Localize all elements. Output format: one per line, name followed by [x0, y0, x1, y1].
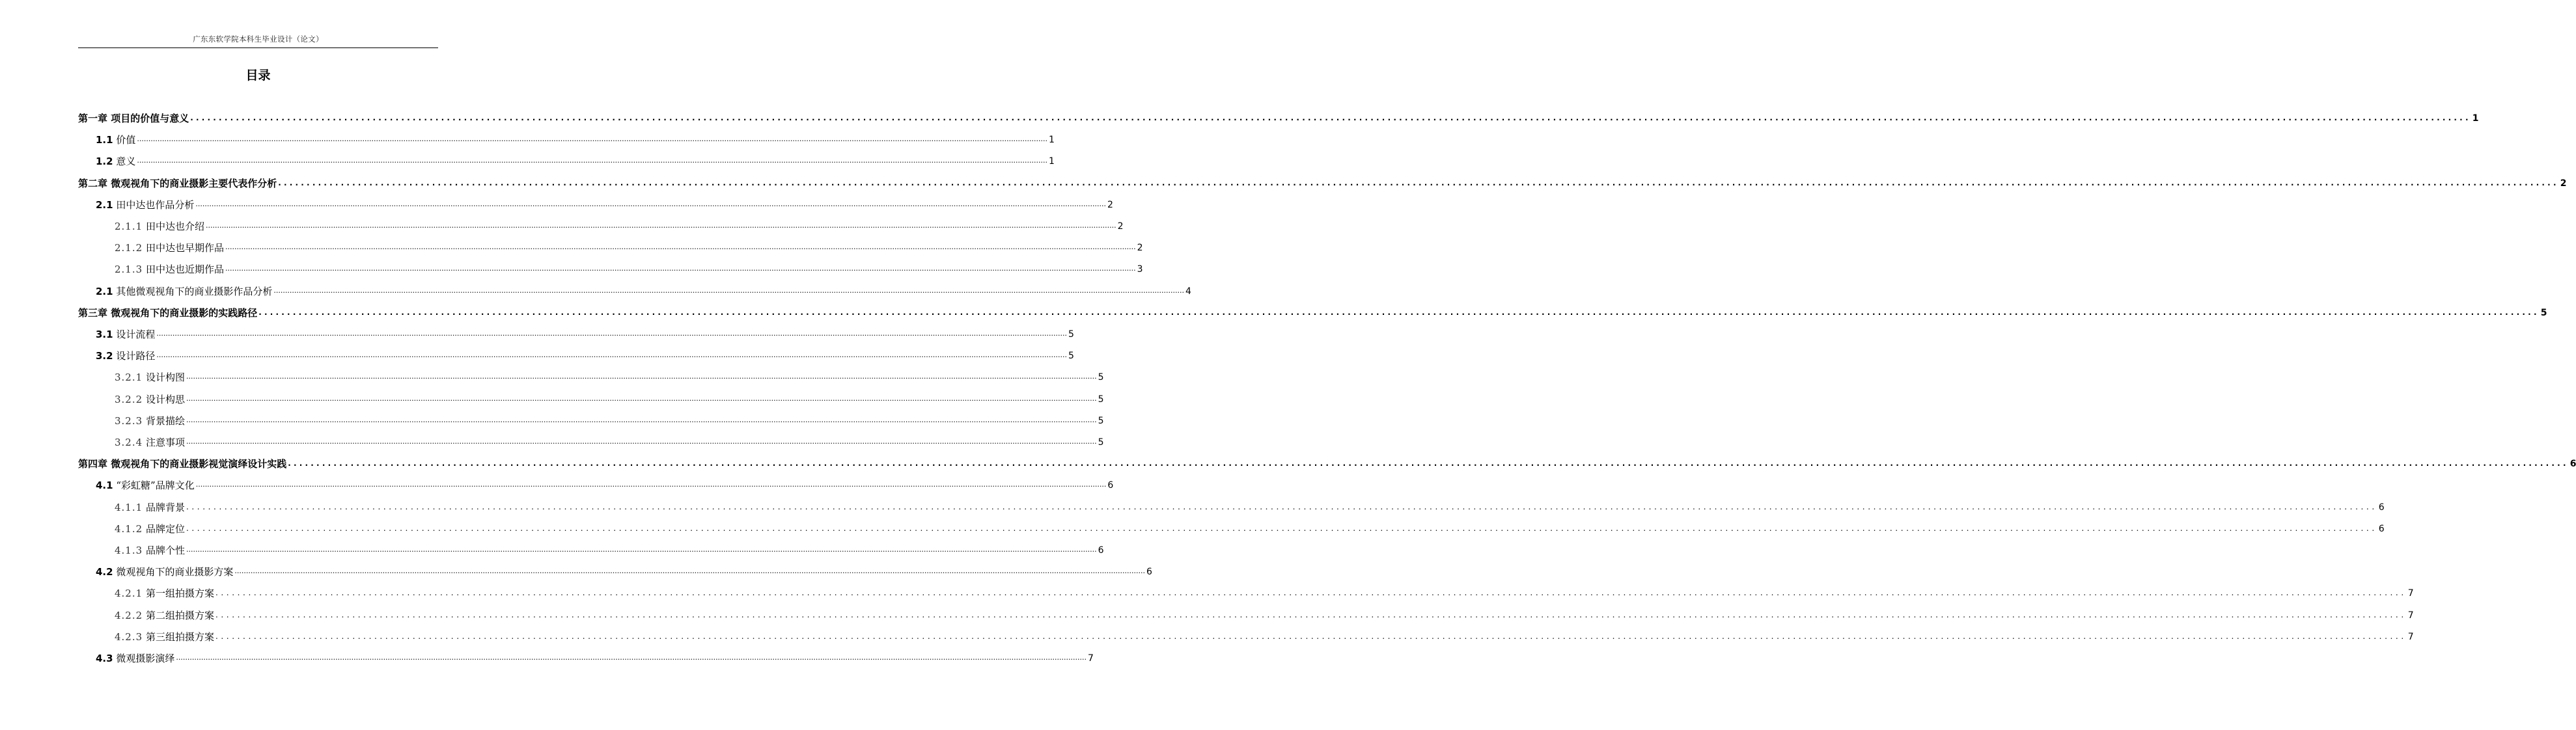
- toc-entry-label: [96, 479, 195, 492]
- dot-leader: ................................................................................................................................................................................................................................................................................................................................................................................................................: [190, 113, 2471, 122]
- dot-leader: ................................................................................................................................................................................................................................................................................................................................................................................................................: [186, 437, 1097, 446]
- toc-entry[interactable]: [96, 196, 1113, 211]
- toc-entry-label: [115, 393, 185, 406]
- toc-entry-text: 品牌背景: [145, 501, 185, 513]
- toc-entry-number: 2.1.3: [115, 264, 143, 276]
- toc-entry-page: 4: [1185, 286, 1191, 297]
- dot-leader: ................................................................................................................................................................................................................................................................................................................................................................................................................: [186, 545, 1097, 554]
- toc-entry[interactable]: [115, 368, 1104, 384]
- toc-entry-label: [115, 544, 185, 557]
- dot-leader: ................................................................................................................................................................................................................................................................................................................................................................................................................: [273, 286, 1185, 295]
- toc-entry-number: 1.2: [96, 155, 113, 168]
- dot-leader: ................................................................................................................................................................................................................................................................................................................................................................................................................: [215, 588, 2407, 598]
- toc-entry-label: [115, 630, 214, 643]
- toc-entry[interactable]: [96, 347, 1074, 362]
- toc-entry-text: 田中达也介绍: [145, 221, 204, 232]
- toc-entry-page: 7: [2407, 588, 2414, 599]
- toc-entry-page: 1: [2472, 113, 2479, 124]
- toc-entry-number: 4.1.1: [115, 501, 143, 513]
- toc-entry-text: 背景描绘: [145, 414, 185, 427]
- toc-entry-text: 注意事项: [145, 437, 185, 448]
- toc-entry-number: 4.2.2: [115, 609, 143, 621]
- toc-entry-page: 5: [2540, 307, 2547, 318]
- toc-entry-number: 2.1: [96, 198, 113, 211]
- toc-entry-page: 5: [1098, 437, 1104, 448]
- toc-entry-page: 2: [2560, 178, 2567, 189]
- toc-entry-number: 第三章: [78, 306, 108, 319]
- toc-entry-number: 第四章: [78, 458, 108, 470]
- toc-entry[interactable]: [115, 541, 1104, 557]
- toc-entry-page: 6: [1098, 545, 1104, 556]
- toc-entry-label: [96, 652, 174, 665]
- page-header: 广东东软学院本科生毕业设计（论文）: [193, 34, 324, 44]
- toc-entry-text: 微观摄影演绎: [116, 653, 175, 664]
- dot-leader: ................................................................................................................................................................................................................................................................................................................................................................................................................: [156, 329, 1068, 338]
- toc-entry-text: 第三组拍摄方案: [145, 630, 214, 643]
- toc-entry-number: 3.2: [96, 350, 113, 362]
- toc-entry-label: [78, 306, 257, 319]
- dot-leader: ................................................................................................................................................................................................................................................................................................................................................................................................................: [186, 372, 1097, 381]
- toc-entry-label: [78, 112, 189, 125]
- dot-leader: ................................................................................................................................................................................................................................................................................................................................................................................................................: [195, 480, 1107, 489]
- toc-entry[interactable]: [115, 390, 1104, 406]
- toc-entry[interactable]: [78, 304, 2547, 319]
- toc-entry-number: 4.1.2: [115, 522, 143, 535]
- toc-entry-text: 微观视角下的商业摄影方案: [116, 566, 234, 578]
- toc-entry[interactable]: [115, 239, 1143, 254]
- toc-entry-page: 6: [2378, 502, 2385, 513]
- toc-entry-number: 4.3: [96, 653, 113, 664]
- toc-entry-number: 1.1: [96, 134, 113, 146]
- toc-entry-text: 设计流程: [116, 329, 156, 340]
- dot-leader: ................................................................................................................................................................................................................................................................................................................................................................................................................: [205, 221, 1116, 230]
- toc-entry-label: [96, 155, 135, 168]
- toc-entry-page: 2: [1107, 199, 1113, 210]
- toc-entry-label: [96, 349, 155, 362]
- toc-entry-number: 4.1.3: [115, 545, 143, 556]
- toc-entry-page: 1: [1049, 135, 1055, 146]
- dot-leader: ................................................................................................................................................................................................................................................................................................................................................................................................................: [225, 264, 1136, 273]
- toc-entry-label: [115, 241, 224, 254]
- toc-entry-number: 4.2: [96, 566, 113, 578]
- toc-entry-label: [78, 177, 277, 190]
- dot-leader: ................................................................................................................................................................................................................................................................................................................................................................................................................: [137, 135, 1048, 144]
- header-rule: [78, 47, 438, 48]
- toc-entry-text: 田中达也早期作品: [145, 242, 224, 254]
- toc-entry-label: [115, 371, 185, 384]
- toc-entry[interactable]: [78, 455, 2576, 470]
- toc-entry[interactable]: [115, 412, 1104, 427]
- toc-entry[interactable]: [96, 476, 1114, 492]
- toc-entry-number: 3.2.3: [115, 414, 143, 427]
- toc-entry-label: [115, 436, 185, 449]
- dot-leader: ................................................................................................................................................................................................................................................................................................................................................................................................................: [156, 351, 1068, 360]
- toc-entry-label: [78, 457, 286, 470]
- toc-entry[interactable]: [96, 563, 1152, 578]
- toc-entry-page: 7: [1088, 653, 1094, 664]
- toc-entry-text: 项目的价值与意义: [111, 113, 189, 124]
- dot-leader: ................................................................................................................................................................................................................................................................................................................................................................................................................: [186, 502, 2377, 511]
- toc-entry[interactable]: [115, 433, 1104, 449]
- dot-leader: ................................................................................................................................................................................................................................................................................................................................................................................................................: [234, 567, 1146, 576]
- toc-entry-number: 2.1: [96, 285, 113, 297]
- toc-entry-text: 其他微观视角下的商业摄影作品分析: [116, 285, 273, 297]
- toc-entry-page: 5: [1098, 394, 1104, 405]
- dot-leader: ................................................................................................................................................................................................................................................................................................................................................................................................................: [258, 307, 2540, 317]
- toc-entry-page: 6: [1107, 480, 1114, 491]
- toc-entry[interactable]: [96, 649, 1094, 665]
- toc-entry[interactable]: [115, 260, 1143, 276]
- toc-entry-text: 田中达也作品分析: [116, 198, 195, 211]
- toc-entry-label: [96, 133, 135, 146]
- toc-entry-text: 品牌个性: [145, 545, 185, 556]
- toc-entry[interactable]: [115, 606, 2414, 622]
- toc-entry-text: “彩虹糖”品牌文化: [116, 480, 195, 492]
- toc-entry-label: [115, 587, 214, 600]
- toc-entry-text: 品牌定位: [145, 522, 185, 535]
- toc-entry[interactable]: [115, 584, 2414, 600]
- toc-entry-page: 2: [1137, 243, 1143, 254]
- toc-entry-number: 3.2.2: [115, 393, 143, 405]
- toc-entry-number: 4.1: [96, 480, 113, 492]
- toc-entry-label: [96, 285, 272, 298]
- dot-leader: ................................................................................................................................................................................................................................................................................................................................................................................................................: [186, 523, 2377, 533]
- toc-entry-page: 2: [1117, 221, 1124, 232]
- toc-entry-number: 第二章: [78, 177, 108, 189]
- dot-leader: ................................................................................................................................................................................................................................................................................................................................................................................................................: [137, 156, 1048, 165]
- toc-entry[interactable]: [78, 174, 2567, 190]
- dot-leader: ................................................................................................................................................................................................................................................................................................................................................................................................................: [215, 631, 2407, 641]
- toc-entry-label: [115, 609, 214, 622]
- toc-entry-number: 第一章: [78, 113, 108, 124]
- toc-entry-text: 微观视角下的商业摄影视觉演绎设计实践: [111, 458, 287, 470]
- dot-leader: ................................................................................................................................................................................................................................................................................................................................................................................................................: [215, 610, 2407, 619]
- toc-entry-page: 6: [2569, 459, 2576, 470]
- toc-entry[interactable]: [115, 217, 1124, 233]
- toc-entry-text: 第一组拍摄方案: [145, 588, 214, 600]
- toc-entry-number: 3.1: [96, 329, 113, 340]
- toc-entry[interactable]: [96, 325, 1074, 341]
- toc-entry[interactable]: [78, 109, 2479, 125]
- toc-entry-text: 田中达也近期作品: [145, 264, 224, 276]
- toc-entry-text: 微观视角下的商业摄影主要代表作分析: [111, 177, 277, 189]
- toc-entry-page: 5: [1068, 329, 1074, 340]
- toc-title: 目录: [245, 68, 271, 83]
- dot-leader: ................................................................................................................................................................................................................................................................................................................................................................................................................: [186, 394, 1097, 403]
- toc-entry-label: [115, 263, 224, 276]
- toc-entry-label: [96, 565, 233, 578]
- toc-entry-page: 6: [2378, 523, 2385, 534]
- toc-entry[interactable]: [115, 498, 2385, 514]
- dot-leader: ................................................................................................................................................................................................................................................................................................................................................................................................................: [288, 459, 2569, 468]
- dot-leader: ................................................................................................................................................................................................................................................................................................................................................................................................................: [278, 178, 2559, 187]
- toc-entry-text: 设计构思: [145, 393, 185, 405]
- toc-entry-label: [115, 414, 185, 427]
- toc-entry-number: 3.2.1: [115, 372, 143, 384]
- toc-entry[interactable]: [115, 520, 2385, 535]
- toc-entry-page: 3: [1137, 264, 1143, 275]
- toc-entry-page: 5: [1098, 415, 1104, 426]
- toc-entry-page: 5: [1068, 351, 1074, 362]
- toc-entry-number: 3.2.4: [115, 437, 143, 448]
- toc-entry-page: 5: [1098, 372, 1104, 383]
- toc-entry[interactable]: [96, 131, 1055, 146]
- toc-entry-page: 7: [2407, 631, 2414, 642]
- toc-entry-text: 第二组拍摄方案: [145, 609, 214, 621]
- toc-entry[interactable]: [96, 282, 1191, 298]
- toc-entry-number: 2.1.1: [115, 221, 143, 232]
- dot-leader: ................................................................................................................................................................................................................................................................................................................................................................................................................: [176, 653, 1087, 662]
- dot-leader: ................................................................................................................................................................................................................................................................................................................................................................................................................: [186, 415, 1097, 424]
- toc-entry[interactable]: [96, 152, 1055, 168]
- toc-entry-number: 4.2.1: [115, 588, 143, 600]
- toc-entry-page: 7: [2407, 610, 2414, 621]
- toc-entry-text: 设计路径: [116, 350, 156, 362]
- toc-entry-text: 价值: [116, 134, 136, 146]
- dot-leader: ................................................................................................................................................................................................................................................................................................................................................................................................................: [195, 199, 1107, 208]
- toc-entry-page: 6: [1146, 567, 1152, 578]
- toc-entry-label: [115, 501, 185, 514]
- toc-entry-text: 意义: [116, 155, 136, 168]
- toc-entry-text: 微观视角下的商业摄影的实践路径: [111, 306, 258, 319]
- toc-entry[interactable]: [115, 628, 2414, 643]
- toc-entry-label: [96, 198, 194, 211]
- toc-entry-number: 4.2.3: [115, 630, 143, 643]
- toc-entry-label: [115, 522, 185, 535]
- toc-entry-text: 设计构图: [145, 372, 185, 384]
- toc-entry-number: 2.1.2: [115, 242, 143, 254]
- dot-leader: ................................................................................................................................................................................................................................................................................................................................................................................................................: [225, 243, 1136, 252]
- toc-entry-label: [96, 328, 155, 341]
- toc-entry-page: 1: [1049, 156, 1055, 167]
- toc-entry-label: [115, 220, 204, 233]
